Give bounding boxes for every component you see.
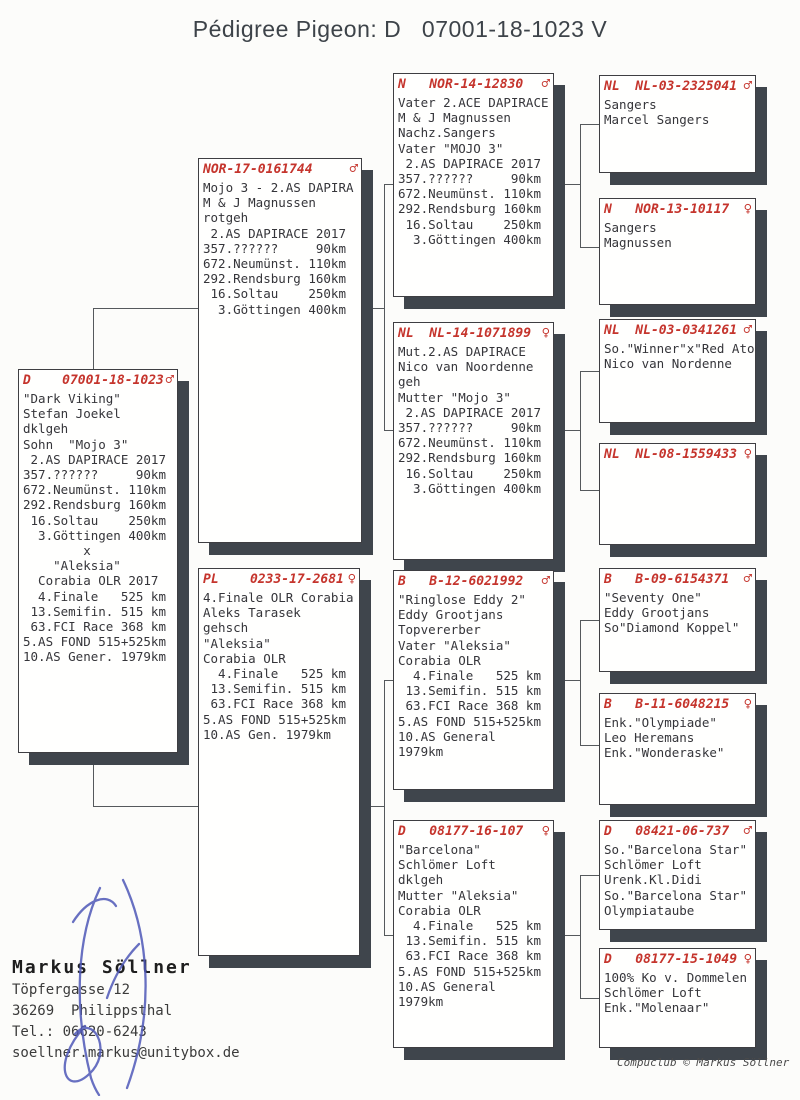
ring-header: [398, 823, 550, 840]
connector-line: [580, 371, 599, 372]
ring-number: D 08177-15-1049: [604, 952, 738, 967]
pedigree-box-greatgrandparent-1: [599, 75, 756, 173]
connector-line: [361, 806, 384, 807]
ring-number: D 08421-06-737: [604, 824, 730, 839]
ring-number: B B-12-6021992: [398, 574, 524, 589]
ring-header: [23, 372, 174, 389]
connector-line: [384, 680, 385, 936]
female-icon: ♀: [541, 325, 550, 341]
pedigree-text: "Ringlose Eddy 2" Eddy Grootjans Topvererber Vater "Aleksia" Corabia OLR 4.Finale 525 km 13.Semifin. 515 km 63.FCI Race 368 km 5.AS FOND 515+525km 10.AS General 1979km: [398, 592, 541, 760]
male-icon: ♂: [743, 78, 752, 94]
connector-line: [580, 124, 599, 125]
connector-line: [384, 680, 393, 681]
connector-line: [580, 998, 599, 999]
male-icon: ♂: [541, 76, 550, 92]
female-icon: ♀: [541, 823, 550, 839]
pedigree-text: "Seventy One" Eddy Grootjans So"Diamond Koppel": [604, 590, 740, 636]
pedigree-text: Sangers Marcel Sangers: [604, 97, 710, 128]
pedigree-text: 100% Ko v. Dommelen Schlömer Loft Enk."Molenaar": [604, 970, 747, 1016]
ring-number: NL NL-03-2325041: [604, 79, 738, 94]
ring-number: NL NL-03-0341261: [604, 323, 738, 338]
male-icon: ♂: [541, 573, 550, 589]
connector-line: [384, 184, 385, 431]
owner-name: Markus Söllner: [12, 957, 192, 978]
owner-contact-block: [12, 956, 240, 1064]
ring-header: [398, 325, 550, 342]
ring-number: B B-09-6154371: [604, 572, 730, 587]
connector-line: [580, 124, 581, 248]
connector-line: [580, 620, 581, 746]
connector-line: [555, 680, 580, 681]
pedigree-box-greatgrandparent-5: [599, 568, 756, 672]
pedigree-text: "Barcelona" Schlömer Loft dklgeh Mutter "Aleksia" Corabia OLR 4.Finale 525 km 13.Semifin. 515 km 63.FCI Race 368 km 5.AS FOND 515+525km 10.AS General 1979km: [398, 842, 541, 1010]
ring-header: [604, 78, 752, 95]
pedigree-box-grandmother-paternal: [393, 322, 554, 560]
connector-line: [580, 875, 599, 876]
page-title: Pédigree Pigeon: D 07001-18-1023 V: [192, 16, 608, 42]
ring-number: B B-11-6048215: [604, 697, 730, 712]
female-icon: ♀: [347, 571, 356, 587]
owner-city: 36269 Philippsthal: [12, 1003, 173, 1019]
connector-line: [384, 935, 393, 936]
ring-number: NL NL-08-1559433: [604, 447, 738, 462]
pedigree-box-greatgrandparent-4: [599, 443, 756, 545]
male-icon: ♂: [743, 571, 752, 587]
ring-number: N NOR-14-12830: [398, 77, 524, 92]
connector-line: [93, 308, 198, 309]
ring-number: D 08177-16-107: [398, 824, 524, 839]
pedigree-box-greatgrandparent-6: [599, 693, 756, 805]
ring-number: NL NL-14-1071899: [398, 326, 532, 341]
connector-line: [580, 247, 599, 248]
connector-line: [580, 620, 599, 621]
connector-line: [580, 490, 599, 491]
pedigree-box-greatgrandparent-8: [599, 948, 756, 1048]
pedigree-text: Enk."Olympiade" Leo Heremans Enk."Wonderaske": [604, 715, 725, 761]
pedigree-text: "Dark Viking" Stefan Joekel dklgeh Sohn "Mojo 3" 2.AS DAPIRACE 2017 357.?????? 90km 672.Neumünst. 110km 292.Rendsburg 160km 16.Soltau 250km 3.Göttingen 400km x "Aleksia" Corabia OLR 2017 4.Finale 525 km 13.Semifin. 515 km 63.FCI Race 368 km 5.AS FOND 515+525km 10.AS Gener. 1979km: [23, 391, 166, 665]
pedigree-box-grandfather-maternal: [393, 570, 554, 790]
ring-header: [604, 201, 752, 218]
connector-line: [363, 308, 384, 309]
owner-phone: Tel.: 06620-6243: [12, 1024, 147, 1040]
connector-line: [555, 184, 580, 185]
connector-line: [93, 753, 94, 807]
female-icon: ♀: [743, 951, 752, 967]
connector-line: [580, 371, 581, 491]
female-icon: ♀: [743, 446, 752, 462]
connector-line: [555, 935, 580, 936]
ring-header: [604, 823, 752, 840]
ring-header: [604, 322, 752, 339]
pedigree-text: So."Winner"x"Red Ato Nico van Nordenne: [604, 341, 755, 372]
ring-header: [398, 573, 550, 590]
pedigree-text: Sangers Magnussen: [604, 220, 672, 251]
ring-header: [398, 76, 550, 93]
ring-header: [604, 446, 752, 463]
ring-number: D 07001-18-1023: [23, 373, 164, 388]
ring-header: [604, 951, 752, 968]
connector-line: [580, 745, 599, 746]
pedigree-text: Mut.2.AS DAPIRACE Nico van Noordenne geh Mutter "Mojo 3" 2.AS DAPIRACE 2017 357.?????? 90km 672.Neumünst. 110km 292.Rendsburg 160km 16.Soltau 250km 3.Göttingen 400km: [398, 344, 541, 496]
ring-header: [604, 696, 752, 713]
connector-line: [555, 430, 580, 431]
female-icon: ♀: [743, 201, 752, 217]
male-icon: ♂: [165, 372, 174, 388]
pedigree-text: Vater 2.ACE DAPIRACE M & J Magnussen Nachz.Sangers Vater "MOJO 3" 2.AS DAPIRACE 2017 357.?????? 90km 672.Neumünst. 110km 292.Rendsburg 160km 16.Soltau 250km 3.Göttingen 400km: [398, 95, 549, 247]
pedigree-box-subject: [18, 369, 178, 753]
pedigree-text: Mojo 3 - 2.AS DAPIRA M & J Magnussen rotgeh 2.AS DAPIRACE 2017 357.?????? 90km 672.Neumünst. 110km 292.Rendsburg 160km 16.Soltau 250km 3.Göttingen 400km: [203, 180, 354, 317]
footer-credit: Compuclub © Markus Söllner: [617, 1056, 790, 1069]
pedigree-box-greatgrandparent-7: [599, 820, 756, 930]
male-icon: ♂: [349, 161, 358, 177]
pedigree-box-grandfather-paternal: [393, 73, 554, 297]
connector-line: [93, 806, 198, 807]
ring-header: [203, 161, 358, 178]
owner-street: Töpfergasse 12: [12, 982, 131, 998]
connector-line: [580, 875, 581, 999]
female-icon: ♀: [743, 696, 752, 712]
pedigree-text: So."Barcelona Star" Schlömer Loft Urenk.Kl.Didi So."Barcelona Star" Olympiataube: [604, 842, 747, 918]
pedigree-box-mother: [198, 568, 360, 956]
connector-line: [384, 184, 393, 185]
ring-number: N NOR-13-10117: [604, 202, 730, 217]
owner-email: soellner.markus@unitybox.de: [12, 1045, 240, 1061]
ring-number: NOR-17-0161744: [203, 162, 313, 177]
male-icon: ♂: [743, 823, 752, 839]
pedigree-box-grandmother-maternal: [393, 820, 554, 1048]
pedigree-text: 4.Finale OLR Corabia Aleks Tarasek gehsch "Aleksia" Corabia OLR 4.Finale 525 km 13.Semifin. 515 km 63.FCI Race 368 km 5.AS FOND 515+525km 10.AS Gen. 1979km: [203, 590, 354, 742]
pedigree-box-father: [198, 158, 362, 543]
ring-header: [203, 571, 356, 588]
pedigree-box-greatgrandparent-2: [599, 198, 756, 305]
connector-line: [93, 308, 94, 369]
male-icon: ♂: [743, 322, 752, 338]
ring-header: [604, 571, 752, 588]
pedigree-box-greatgrandparent-3: [599, 319, 756, 423]
connector-line: [384, 430, 393, 431]
ring-number: PL 0233-17-2681: [203, 572, 344, 587]
